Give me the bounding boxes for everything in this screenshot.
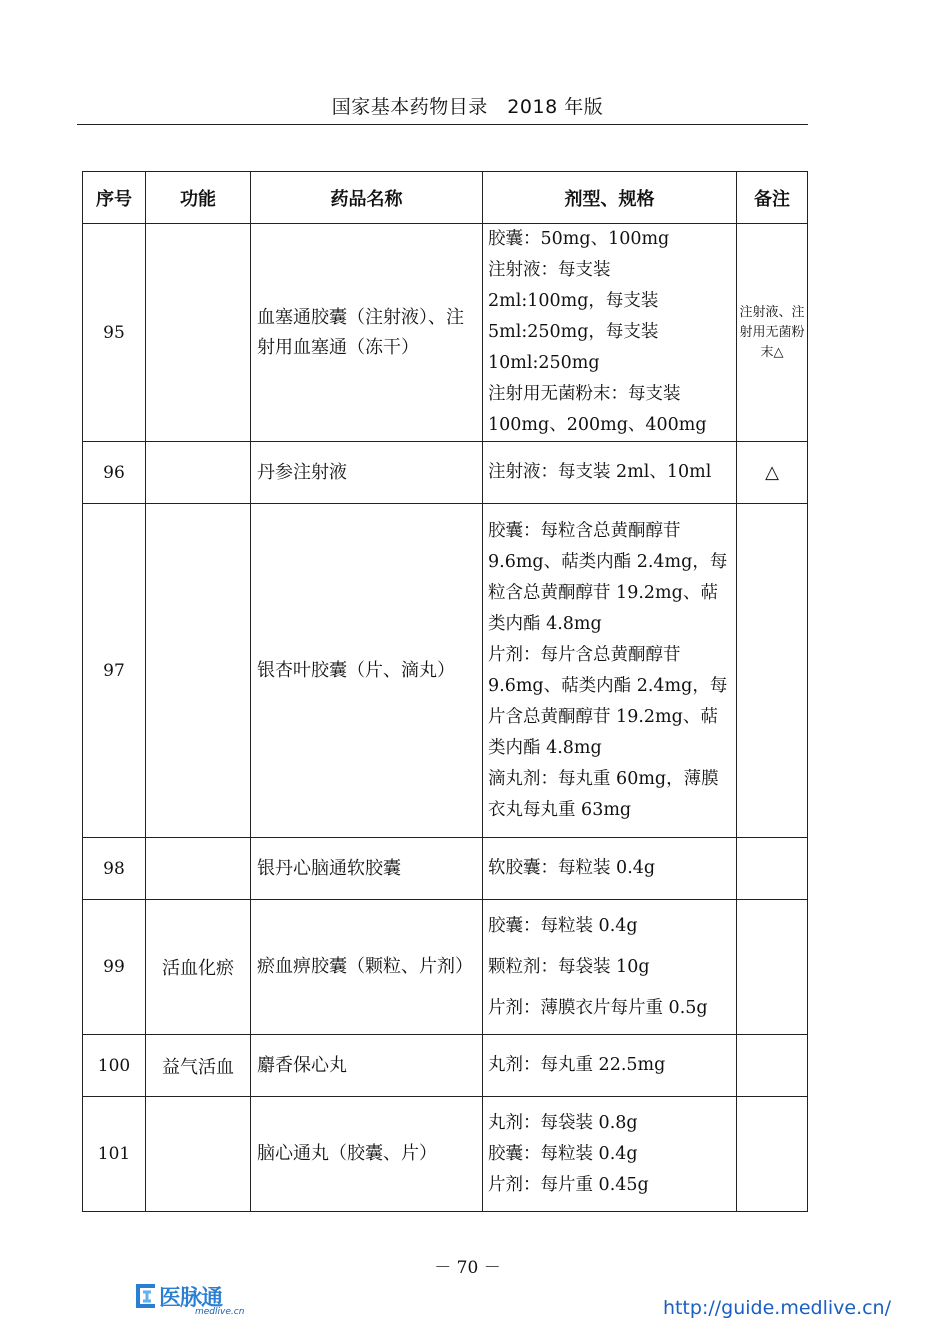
spec-line: 胶囊：50mg、100mg [488, 229, 670, 249]
row-note [737, 504, 808, 838]
row-note [737, 1035, 808, 1097]
table-header-row [83, 172, 808, 224]
row-function [146, 442, 251, 504]
row-note [737, 1097, 808, 1212]
spec-line: 片剂：每片重 0.45g [488, 1174, 649, 1195]
row-drug-name: 银杏叶胶囊（片、滴丸） [251, 504, 483, 838]
table-row [83, 838, 808, 900]
table-row [83, 1035, 808, 1097]
col-header-form-spec: 剂型、规格 [483, 172, 737, 224]
table-row [83, 504, 808, 838]
spec-line: 软胶囊：每粒装 0.4g [488, 858, 656, 878]
row-spec [483, 442, 737, 504]
logo-text: 医脉通 [159, 1286, 223, 1311]
footer-url-link[interactable]: http://guide.medlive.cn/ [662, 1297, 891, 1319]
row-number: 98 [83, 838, 146, 900]
spec-line: 胶囊：每粒装 0.4g [488, 915, 638, 936]
table-row [83, 1097, 808, 1212]
col-header-note: 备注 [737, 172, 808, 224]
row-note: △ [737, 442, 808, 504]
spec-line: 注射液：每支装 2ml、10ml [488, 462, 712, 482]
row-spec [483, 504, 737, 838]
table-row [83, 224, 808, 442]
row-number: 99 [83, 900, 146, 1035]
row-spec [483, 224, 737, 442]
row-note [737, 900, 808, 1035]
page-header-title: 国家基本药物目录 2018 年版 [331, 96, 604, 118]
row-function [146, 838, 251, 900]
spec-line: 注射用无菌粉末：每支装 100mg、200mg、400mg [488, 384, 707, 435]
spec-line: 片剂：薄膜衣片每片重 0.5g [488, 997, 708, 1018]
row-function [146, 1097, 251, 1212]
medlive-logo[interactable] [133, 1281, 245, 1321]
spec-line: 胶囊：每粒含总黄酮醇苷 9.6mg、萜类内酯 2.4mg，每粒含总黄酮醇苷 19.2mg、萜类内酯 4.8mg [488, 520, 728, 634]
row-number: 95 [83, 224, 146, 442]
row-function: 活血化瘀 [146, 900, 251, 1035]
spec-line: 丸剂：每袋装 0.8g [488, 1112, 638, 1133]
row-number: 96 [83, 442, 146, 504]
logo-subtext: medlive.cn [195, 1307, 245, 1317]
spec-line: 片剂：每片含总黄酮醇苷 9.6mg、萜类内酯 2.4mg，每片含总黄酮醇苷 19.2mg、萜类内酯 4.8mg [488, 644, 728, 758]
row-spec [483, 1097, 737, 1212]
row-note [737, 838, 808, 900]
page-number: － 70 － [434, 1258, 501, 1278]
table-row [83, 900, 808, 1035]
spec-line: 颗粒剂：每袋装 10g [488, 956, 650, 977]
row-drug-name: 丹参注射液 [251, 442, 483, 504]
row-spec [483, 900, 737, 1035]
row-drug-name: 麝香保心丸 [251, 1035, 483, 1097]
row-number: 101 [83, 1097, 146, 1212]
row-drug-name: 脑心通丸（胶囊、片） [251, 1097, 483, 1212]
col-header-drug-name: 药品名称 [251, 172, 483, 224]
row-spec [483, 838, 737, 900]
row-function [146, 224, 251, 442]
header-rule [77, 124, 808, 125]
spec-line: 注射液：每支装 2ml:100mg，每支装 5ml:250mg，每支装 10ml:250mg [488, 260, 664, 373]
row-drug-name: 血塞通胶囊（注射液）、注射用血塞通（冻干） [251, 224, 483, 442]
drug-table [82, 171, 808, 1212]
row-number: 97 [83, 504, 146, 838]
spec-line: 丸剂：每丸重 22.5mg [488, 1055, 666, 1075]
row-function: 益气活血 [146, 1035, 251, 1097]
row-function [146, 504, 251, 838]
col-header-no: 序号 [83, 172, 146, 224]
medlive-logo-icon [133, 1283, 159, 1309]
spec-line: 胶囊：每粒装 0.4g [488, 1143, 638, 1164]
row-number: 100 [83, 1035, 146, 1097]
col-header-function: 功能 [146, 172, 251, 224]
row-drug-name: 瘀血痹胶囊（颗粒、片剂） [251, 900, 483, 1035]
row-drug-name: 银丹心脑通软胶囊 [251, 838, 483, 900]
row-note: 注射液、注射用无菌粉末△ [737, 224, 808, 442]
spec-line: 滴丸剂：每丸重 60mg，薄膜衣丸每丸重 63mg [488, 768, 719, 820]
table-row [83, 442, 808, 504]
row-spec [483, 1035, 737, 1097]
